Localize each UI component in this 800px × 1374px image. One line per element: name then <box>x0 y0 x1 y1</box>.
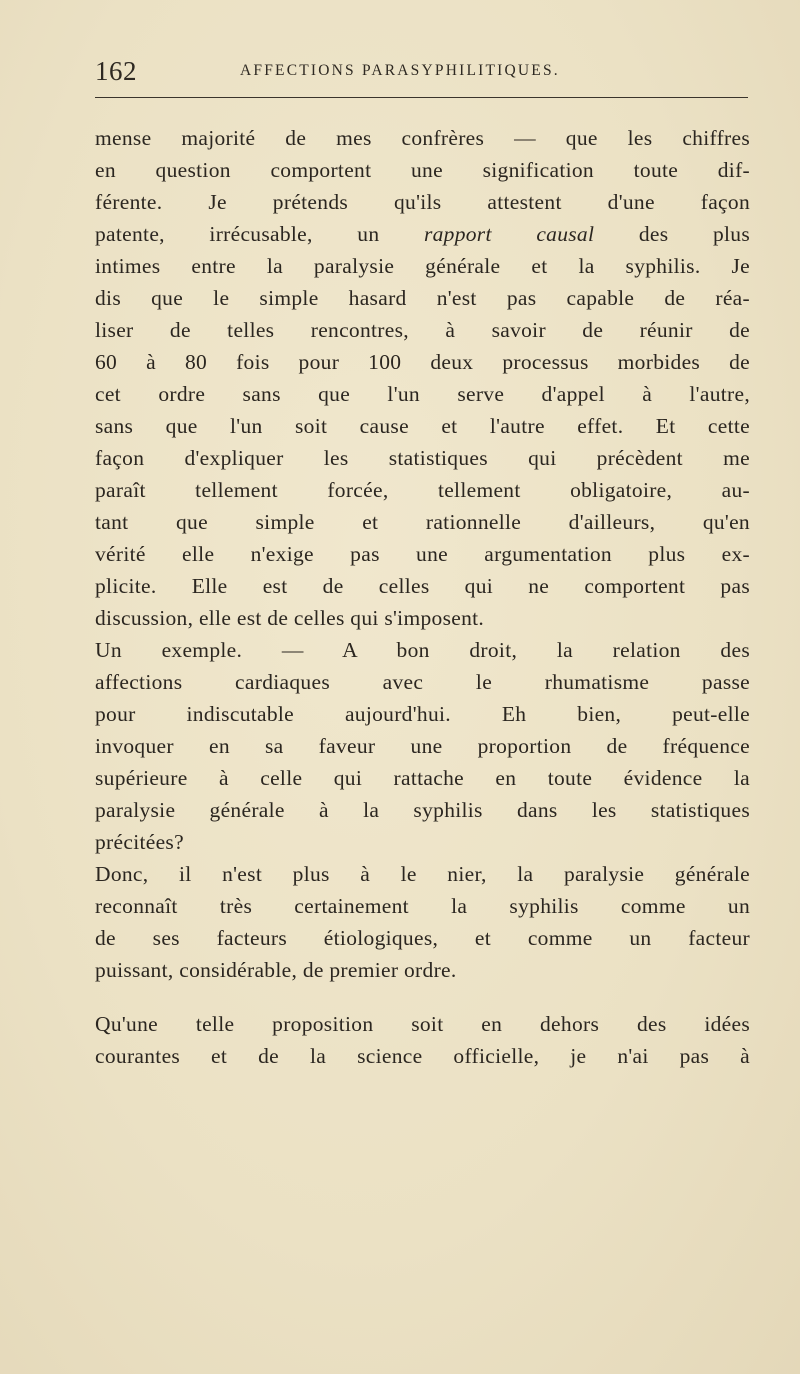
text-fragment: patente, irrécusable, un <box>95 222 424 246</box>
header-rule <box>95 97 748 98</box>
text-line: paralysie générale à la syphilis dans les statistiques <box>95 798 750 822</box>
text-line: cet ordre sans que l'un serve d'appel à l'autre, <box>95 382 750 406</box>
text-line: précitées? <box>95 830 184 854</box>
text-line: supérieure à celle qui rattache en toute évidence la <box>95 766 750 790</box>
paragraph-3 <box>95 858 750 986</box>
text-line: Un exemple. — A bon droit, la relation des <box>95 638 750 662</box>
text-line: tant que simple et rationnelle d'ailleurs, qu'en <box>95 510 750 534</box>
text-line: vérité elle n'exige pas une argumentation plus ex- <box>95 542 750 566</box>
page-number: 162 <box>95 56 137 86</box>
text-line: courantes et de la science officielle, je n'ai pas à <box>95 1044 750 1068</box>
text-line: intimes entre la paralysie générale et la syphilis. Je <box>95 254 750 278</box>
text-line: sans que l'un soit cause et l'autre effet. Et cette <box>95 414 750 438</box>
italic-phrase: rapport causal <box>423 222 595 246</box>
text-line: mense majorité de mes confrères — que les chiffres <box>95 126 750 150</box>
text-line: paraît tellement forcée, tellement obligatoire, au- <box>95 478 750 502</box>
text-line: pour indiscutable aujourd'hui. Eh bien, peut-elle <box>95 702 750 726</box>
text-line: puissant, considérable, de premier ordre. <box>95 958 457 982</box>
text-line: reconnaît très certainement la syphilis comme un <box>95 894 750 918</box>
text-line: dis que le simple hasard n'est pas capable de réa- <box>95 286 750 310</box>
text-line <box>95 218 750 250</box>
paragraph-gap <box>95 986 750 1008</box>
paragraph-2 <box>95 634 750 858</box>
text-fragment: des plus <box>594 222 750 246</box>
text-line: Qu'une telle proposition soit en dehors des idées <box>95 1012 750 1036</box>
text-line: façon d'expliquer les statistiques qui précèdent me <box>95 446 750 470</box>
text-line: 60 à 80 fois pour 100 deux processus morbides de <box>95 350 750 374</box>
running-head: AFFECTIONS PARASYPHILITIQUES. <box>240 62 560 79</box>
text-line: de ses facteurs étiologiques, et comme un facteur <box>95 926 750 950</box>
page-header <box>95 56 750 86</box>
text-line: liser de telles rencontres, à savoir de réunir de <box>95 318 750 342</box>
body-text <box>95 122 750 1072</box>
text-line: en question comportent une signification toute dif- <box>95 158 750 182</box>
text-line: plicite. Elle est de celles qui ne comportent pas <box>95 574 750 598</box>
text-line: Donc, il n'est plus à le nier, la paralysie générale <box>95 862 750 886</box>
text-line: invoquer en sa faveur une proportion de fréquence <box>95 734 750 758</box>
text-line: discussion, elle est de celles qui s'imposent. <box>95 606 485 630</box>
text-line: férente. Je prétends qu'ils attestent d'une façon <box>95 190 750 214</box>
paragraph-1 <box>95 122 750 634</box>
text-line: affections cardiaques avec le rhumatisme passe <box>95 670 750 694</box>
paragraph-4 <box>95 1008 750 1072</box>
